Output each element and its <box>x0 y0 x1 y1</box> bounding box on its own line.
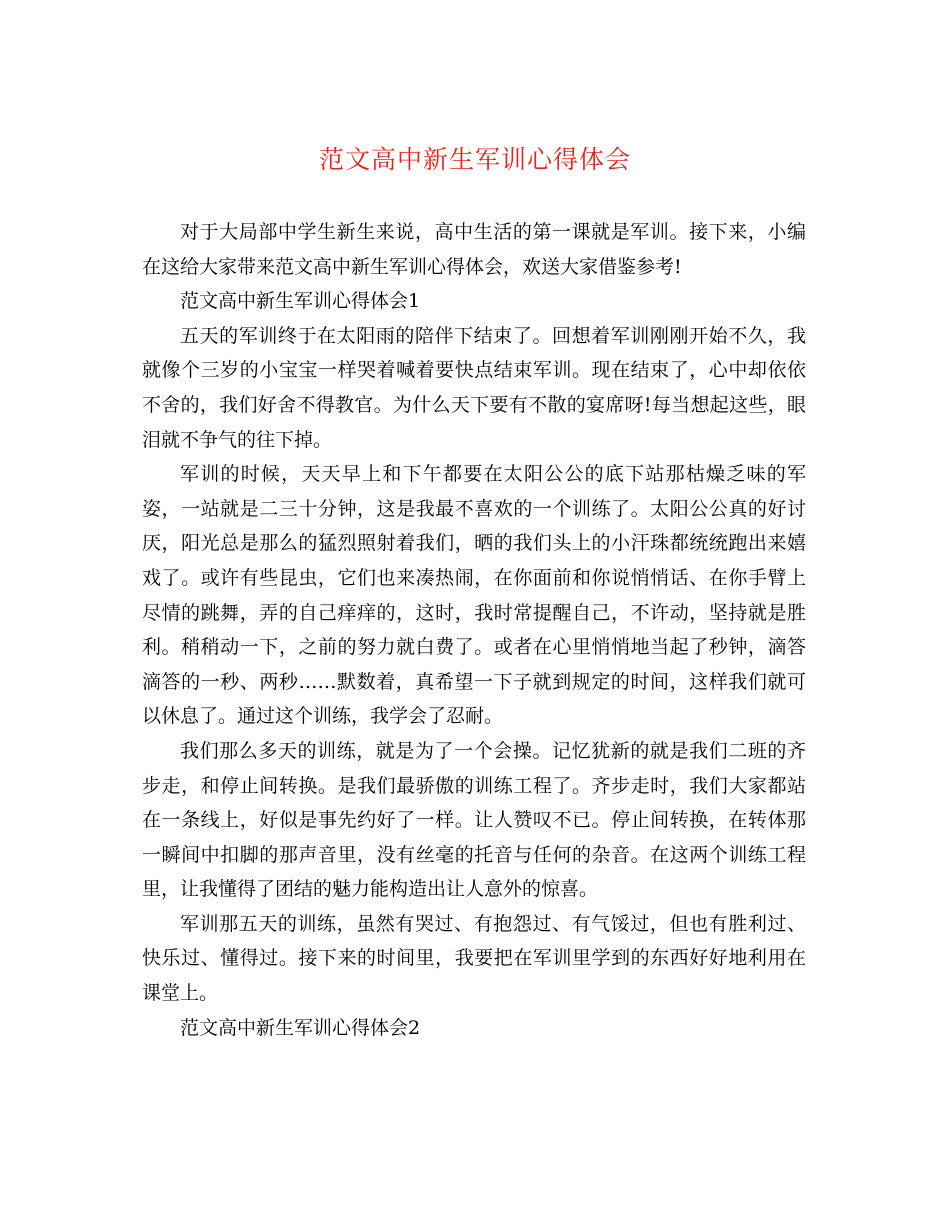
section-heading-1: 范文高中新生军训心得体会1 <box>180 290 421 313</box>
section-heading-2: 范文高中新生军训心得体会2 <box>180 1016 421 1039</box>
document-body <box>142 215 806 1045</box>
body-paragraph-4: 军训那五天的训练，虽然有哭过、有抱怨过、有气馁过，但也有胜利过、快乐过、懂得过。接下来的时间里，我要把在军训里学到的东西好好地利用在课堂上。 <box>142 912 806 1005</box>
body-paragraph-3: 我们那么多天的训练，就是为了一个会操。记忆犹新的就是我们二班的齐步走，和停止间转换。是我们最骄傲的训练工程了。齐步走时，我们大家都站在一条线上，好似是事先约好了一样。让人赞叹不已。停止间转换，在转体那一瞬间中扣脚的那声音里，没有丝毫的托音与任何的杂音。在这两个训练工程里，让我懂得了团结的魅力能构造出让人意外的惊喜。 <box>142 739 806 901</box>
body-paragraph-1: 五天的军训终于在太阳雨的陪伴下结束了。回想着军训刚刚开始不久，我就像个三岁的小宝宝一样哭着喊着要快点结束军训。现在结束了，心中却依依不舍的，我们好舍不得教官。为什么天下要有不散的宴席呀!每当想起这些，眼泪就不争气的往下掉。 <box>142 324 806 451</box>
page-title: 范文高中新生军训心得体会 <box>318 145 631 174</box>
body-paragraph-2: 军训的时候，天天早上和下午都要在太阳公公的底下站那枯燥乏味的军姿，一站就是二三十分钟，这是我最不喜欢的一个训练了。太阳公公真的好讨厌，阳光总是那么的猛烈照射着我们，晒的我们头上的小汗珠都统统跑出来嬉戏了。或许有些昆虫，它们也来凑热闹，在你面前和你说悄悄话、在你手臂上尽情的跳舞，弄的自己痒痒的，这时，我时常提醒自己，不许动，坚持就是胜利。稍稍动一下，之前的努力就白费了。或者在心里悄悄地当起了秒钟，滴答滴答的一秒、两秒……默数着，真希望一下子就到规定的时间，这样我们就可以休息了。通过这个训练，我学会了忍耐。 <box>142 463 806 728</box>
intro-paragraph: 对于大局部中学生新生来说，高中生活的第一课就是军训。接下来，小编在这给大家带来范文高中新生军训心得体会，欢送大家借鉴参考! <box>142 221 806 278</box>
